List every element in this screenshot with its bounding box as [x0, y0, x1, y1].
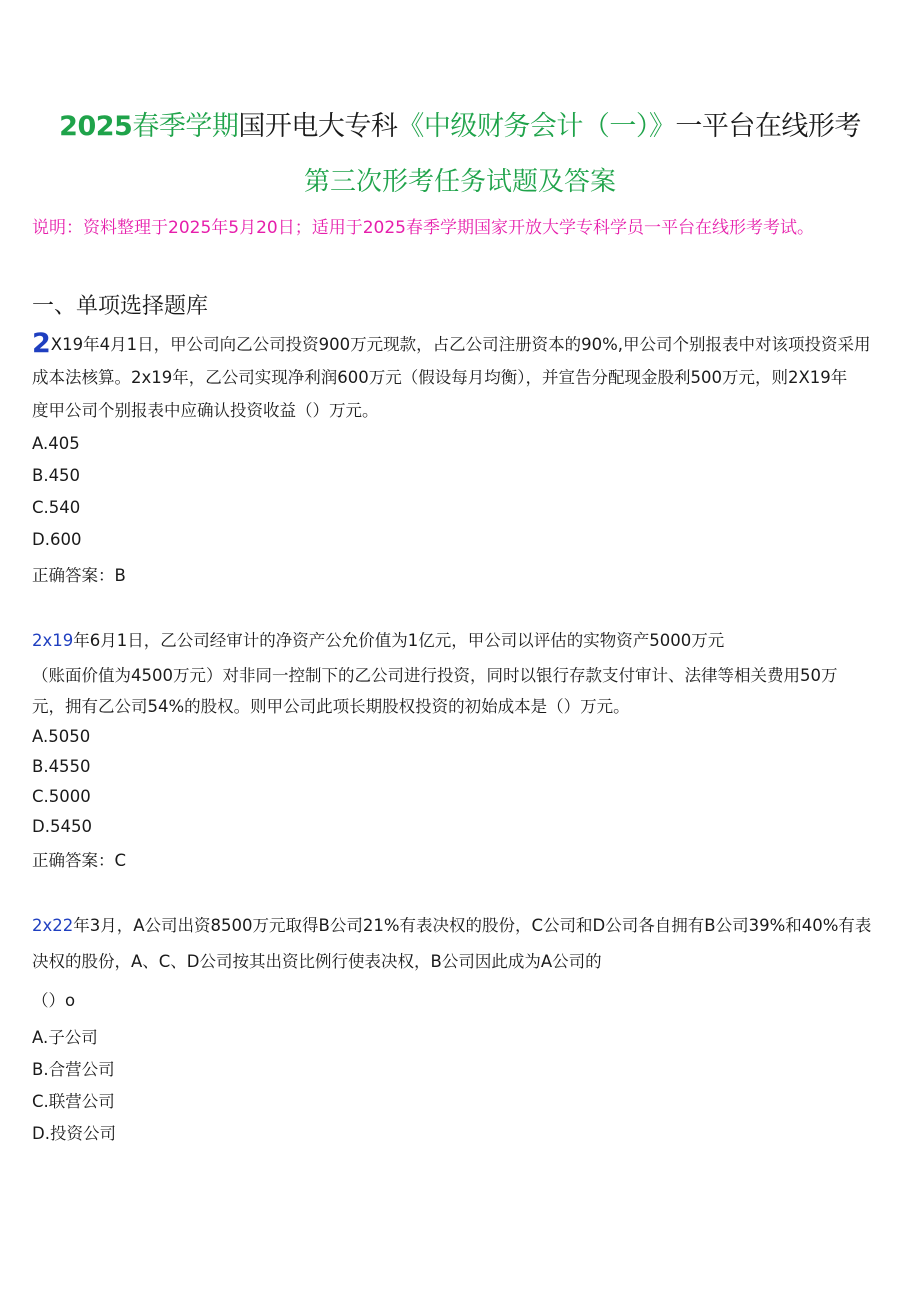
question-2-option-d: D.5450 — [32, 817, 92, 836]
question-3-lead: 2x22 — [32, 916, 74, 935]
question-3-option-d: D.投资公司 — [32, 1124, 116, 1143]
question-1-line1: X19年4月1日，甲公司向乙公司投资900万元现款，占乙公司注册资本的90%,甲公司个别报表中对该项投资采用 — [50, 335, 871, 354]
question-2-option-c: C.5000 — [32, 787, 91, 806]
question-3-line3: （）o — [32, 991, 76, 1010]
question-2-lead: 2x19 — [32, 631, 74, 650]
question-1-line3: 度甲公司个别报表中应确认投资收益（）万元。 — [32, 401, 379, 420]
question-3-option-b: B.合营公司 — [32, 1060, 115, 1079]
question-1-option-d: D.600 — [32, 530, 82, 549]
question-2-stem — [32, 624, 887, 657]
question-1-line2: 成本法核算。2x19年，乙公司实现净利润600万元（假设每月均衡），并宣告分配现金股利500万元，则2X19年 — [32, 368, 848, 387]
question-1-lead: 2 — [32, 328, 51, 359]
question-2-stem-cont — [32, 660, 887, 722]
title-year: 2025 — [59, 111, 133, 142]
question-3-line2: 决权的股份，A、C、D公司按其出资比例行使表决权，B公司因此成为A公司的 — [32, 952, 602, 971]
question-1-option-a: A.405 — [32, 434, 80, 453]
title-school: 国开电大专科 — [238, 111, 398, 142]
question-1-stem — [32, 327, 887, 427]
question-3-option-a: A.子公司 — [32, 1028, 98, 1047]
question-3-stem — [32, 908, 887, 980]
question-1-option-c: C.540 — [32, 498, 81, 517]
question-2-answer: 正确答案：C — [32, 851, 127, 870]
page-subtitle: 第三次形考任务试题及答案 — [303, 167, 616, 197]
question-3-option-c: C.联营公司 — [32, 1092, 115, 1111]
question-2-option-a: A.5050 — [32, 727, 91, 746]
question-2-line2: （账面价值为4500万元）对非同一控制下的乙公司进行投资，同时以银行存款支付审计、法律等相关费用50万 — [32, 666, 838, 685]
question-1-option-b: B.450 — [32, 466, 81, 485]
title-course: 《中级财务会计（一）》 — [397, 111, 676, 142]
question-2-line3: 元，拥有乙公司54%的股权。则甲公司此项长期股权投资的初始成本是（）万元。 — [32, 697, 630, 716]
description-note: 说明：资料整理于2025年5月20日；适用于2025春季学期国家开放大学专科学员一平台在线形考考试。 — [32, 218, 814, 238]
question-2-line1: 年6月1日，乙公司经审计的净资产公允价值为1亿元，甲公司以评估的实物资产5000万元 — [73, 631, 725, 650]
title-platform: 一平台在线形考 — [675, 111, 861, 142]
page-title — [0, 104, 920, 143]
question-1-answer: 正确答案：B — [32, 566, 126, 585]
title-term: 春季学期 — [132, 111, 239, 142]
section-title: 一、单项选择题库 — [32, 294, 209, 319]
question-2-option-b: B.4550 — [32, 757, 91, 776]
question-3-line1: 年3月，A公司出资8500万元取得B公司21%有表决权的股份，C公司和D公司各自拥有B公司39%和40%有表 — [73, 916, 872, 935]
